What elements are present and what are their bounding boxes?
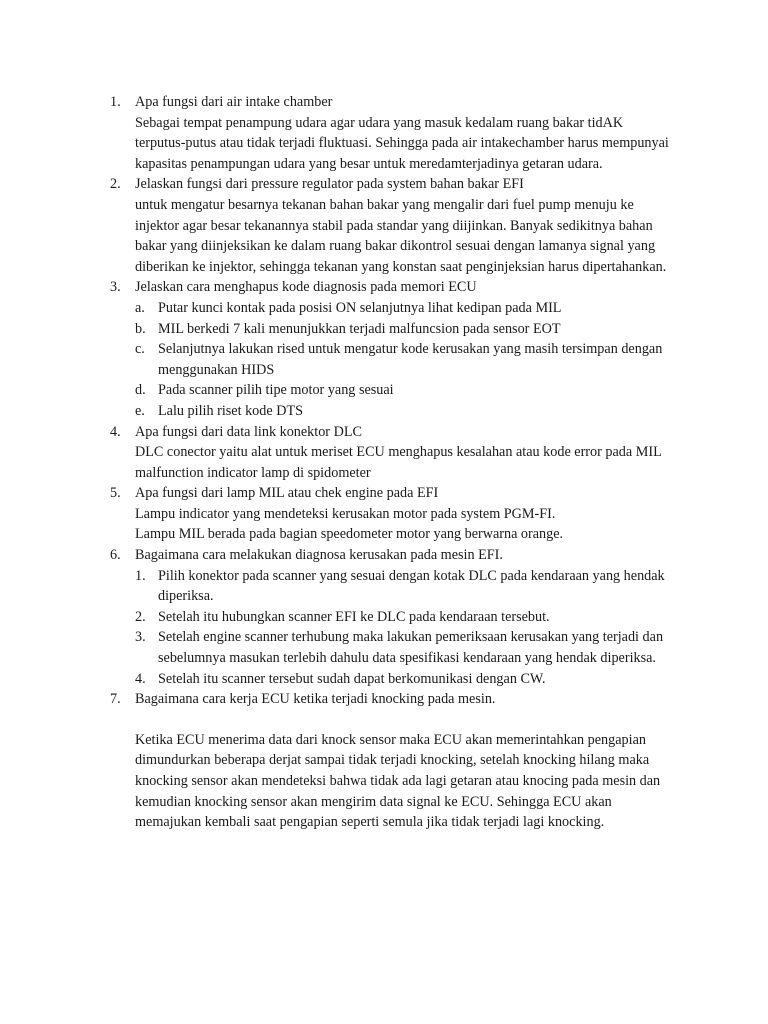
- question-answer: Ketika ECU menerima data dari knock sensor maka ECU akan memerintahkan pengapian dimundurkan beberapa derjat sampai tidak terjadi knocking, setelah knocking hilang maka knocking sensor akan mendeteksi bahwa tidak ada lagi getaran atau knocing pada mesin dan kemudian knocking sensor akan mengirim data signal ke ECU. Sehingga ECU akan memajukan kembali saat pengapian seperti semula jika tidak terjadi lagi knocking.: [135, 731, 661, 831]
- sub-item-text: MIL berkedi 7 kali menunjukkan terjadi malfuncsion pada sensor EOT: [158, 320, 561, 337]
- question-answer-line: Lampu MIL berada pada bagian speedometer motor yang berwarna orange.: [135, 526, 564, 543]
- question-4: [110, 422, 676, 484]
- sub-item-label: 1.: [135, 567, 146, 584]
- question-number: 5.: [110, 485, 121, 502]
- question-answer: DLC conector yaitu alat untuk meriset ECU menghapus kesalahan atau kode error pada MIL malfunction indicator lamp di spidometer: [135, 444, 662, 481]
- sub-item-label: 2.: [135, 608, 146, 625]
- question-5: [110, 483, 676, 545]
- question-title: Bagaimana cara melakukan diagnosa kerusakan pada mesin EFI.: [135, 547, 503, 564]
- question-answer-line: Lampu indicator yang mendeteksi kerusakan motor pada system PGM-FI.: [135, 505, 556, 522]
- question-title: Bagaimana cara kerja ECU ketika terjadi knocking pada mesin.: [135, 691, 496, 708]
- question-number: 7.: [110, 691, 121, 708]
- question-title: Apa fungsi dari air intake chamber: [135, 94, 333, 110]
- question-list: [110, 92, 676, 833]
- sub-item: [135, 566, 676, 607]
- sub-item-label: e.: [135, 402, 145, 419]
- sub-item: [135, 339, 676, 380]
- question-number: 3.: [110, 279, 121, 296]
- question-answer: untuk mengatur besarnya tekanan bahan bakar yang mengalir dari fuel pump menuju ke injektor agar besar tekanannya stabil pada standar yang diijinkan. Banyak sedikitnya bahan bakar yang diinjeksikan ke dalam ruang bakar dikontrol sesuai dengan lamanya signal yang diberikan ke injektor, sehingga tekanan yang konstan saat penginjeksian harus dipertahankan.: [135, 196, 667, 275]
- question-1: [110, 92, 676, 174]
- question-number: 2.: [110, 176, 121, 193]
- sub-item-label: a.: [135, 299, 145, 316]
- sub-item: [135, 298, 676, 319]
- question-title: Jelaskan fungsi dari pressure regulator pada system bahan bakar EFI: [135, 176, 524, 193]
- sub-item: [135, 627, 676, 668]
- sub-item: [135, 401, 676, 422]
- sub-item-label: d.: [135, 382, 146, 399]
- question-title: Apa fungsi dari lamp MIL atau chek engine pada EFI: [135, 485, 439, 502]
- sub-item-text: Pilih konektor pada scanner yang sesuai dengan kotak DLC pada kendaraan yang hendak diperiksa.: [158, 567, 665, 605]
- sub-item-label: 4.: [135, 670, 146, 687]
- sub-item-text: Lalu pilih riset kode DTS: [158, 402, 304, 419]
- question-title: Jelaskan cara menghapus kode diagnosis pada memori ECU: [135, 279, 477, 296]
- sub-item-text: Setelah engine scanner terhubung maka lakukan pemeriksaan kerusakan yang terjadi dan sebelumnya masukan terlebih dahulu data spesifikasi kendaraan yang hendak diperiksa.: [158, 629, 664, 667]
- sub-item: [135, 380, 676, 401]
- sub-item-label: c.: [135, 341, 145, 358]
- question-number: 4.: [110, 423, 121, 440]
- sub-item-text: Setelah itu scanner tersebut sudah dapat berkomunikasi dengan CW.: [158, 670, 546, 687]
- sub-item: [135, 669, 676, 690]
- question-number: 6.: [110, 547, 121, 564]
- sub-item-text: Putar kunci kontak pada posisi ON selanjutnya lihat kedipan pada MIL: [158, 299, 562, 316]
- sub-item-label: 3.: [135, 629, 146, 646]
- sub-item: [135, 319, 676, 340]
- question-3: [110, 277, 676, 421]
- sub-item-label: b.: [135, 320, 146, 337]
- sub-item: [135, 607, 676, 628]
- question-title: Apa fungsi dari data link konektor DLC: [135, 423, 362, 440]
- question-6: [110, 545, 676, 689]
- question-2: [110, 174, 676, 277]
- question-answer: Sebagai tempat penampung udara agar udara yang masuk kedalam ruang bakar tidAK terputus-putus atau tidak terjadi fluktuasi. Sehingga pada air intakechamber harus mempunyai kapasitas penampungan udara yang besar untuk meredamterjadinya getaran udara.: [135, 114, 669, 172]
- paragraph-gap: [135, 710, 676, 730]
- sub-item-text: Selanjutnya lakukan rised untuk mengatur kode kerusakan yang masih tersimpan dengan menggunakan HIDS: [158, 341, 663, 378]
- sub-item-text: Pada scanner pilih tipe motor yang sesuai: [158, 382, 394, 399]
- question-number: 1.: [110, 94, 121, 110]
- sub-item-text: Setelah itu hubungkan scanner EFI ke DLC pada kendaraan tersebut.: [158, 608, 550, 625]
- question-7: [110, 689, 676, 833]
